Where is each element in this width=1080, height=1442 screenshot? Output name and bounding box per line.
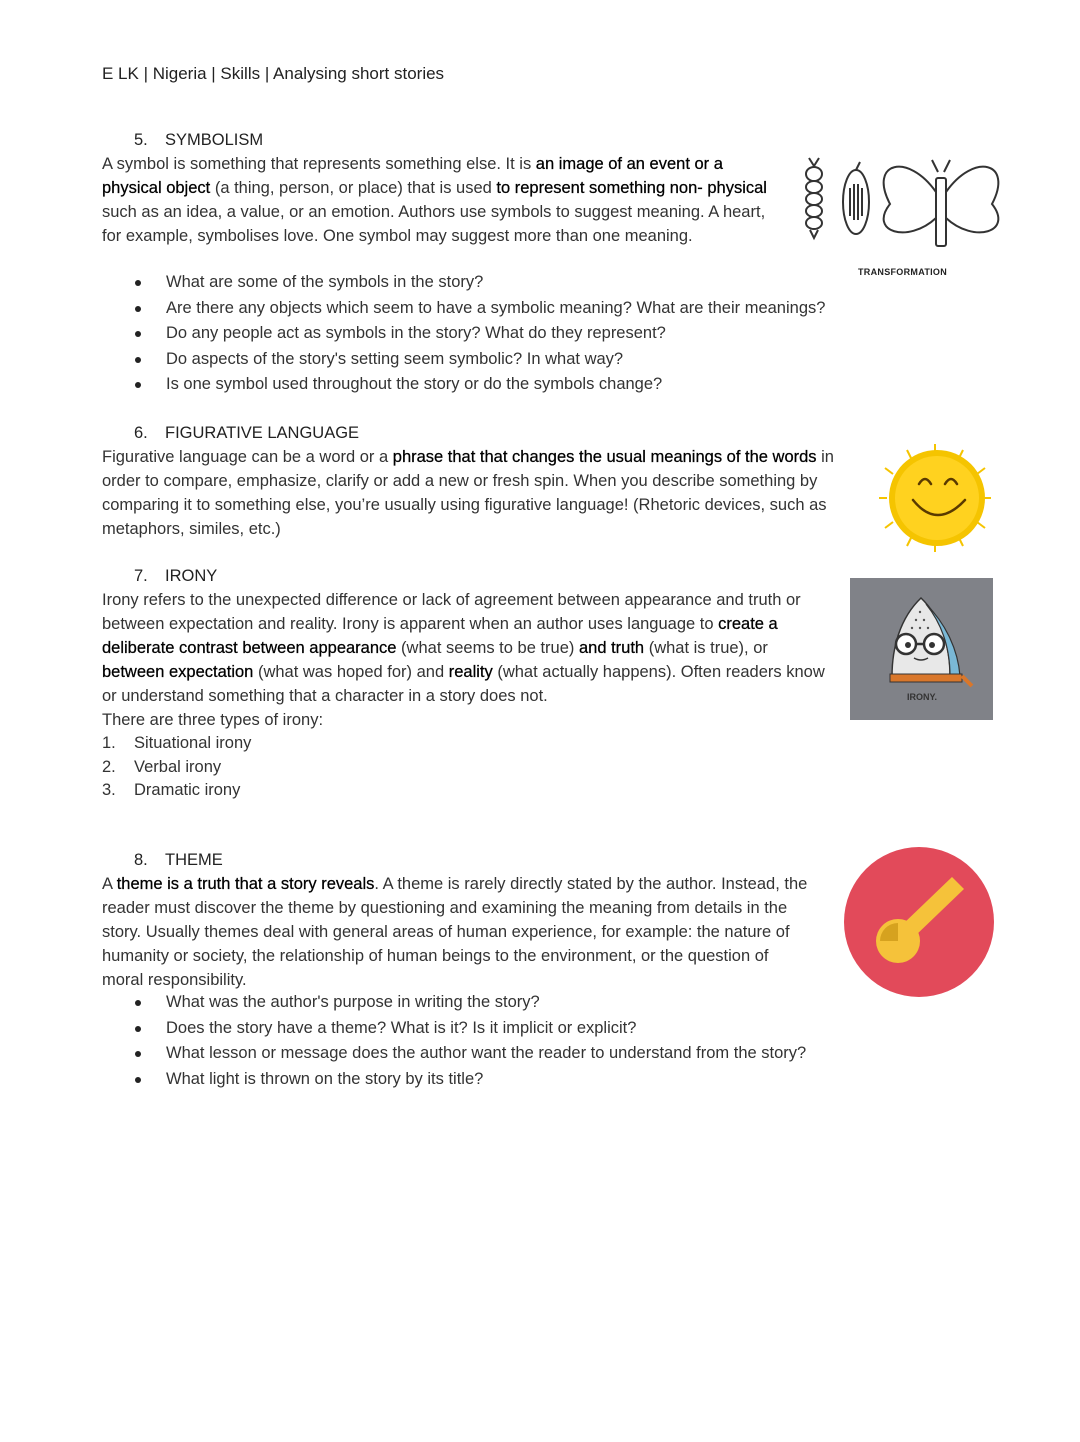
- list-item: What lesson or message does the author want the reader to understand from the story?: [102, 1041, 902, 1067]
- section-heading: 5. SYMBOLISM: [134, 131, 264, 149]
- section-theme: [102, 848, 814, 992]
- image-caption: IRONY.: [907, 692, 938, 702]
- list-item: What was the author's purpose in writing the story?: [102, 990, 902, 1016]
- symbolism-questions: [102, 270, 902, 398]
- section-irony: [102, 564, 830, 803]
- irony-types-list: [102, 732, 830, 803]
- image-caption: TRANSFORMATION: [858, 267, 948, 277]
- irony-intro: There are three types of irony:: [102, 711, 324, 729]
- symbolism-paragraph: A symbol is something that represents something else. It is an image of an event or a physical object (a thing, person, or place) that is used to represent something non- physical such as an idea, a value, or an emotion. Authors use symbols to suggest meaning. A heart, for example, symbolises love. One symbol may suggest more than one meaning.: [102, 155, 767, 245]
- list-item: Do aspects of the story's setting seem symbolic? In what way?: [102, 347, 902, 373]
- figurative-paragraph: Figurative language can be a word or a phrase that that changes the usual meanings of the words in order to compare, emphasize, clarify or add a new or fresh spin. When you describe something by comparing it to something else, you’re usually using figurative language! (Rhetoric devices, such as metaphors, similes, etc.): [102, 448, 834, 538]
- section-heading: 7. IRONY: [134, 567, 218, 585]
- list-item: Do any people act as symbols in the story? What do they represent?: [102, 321, 902, 347]
- key-image: [844, 847, 994, 997]
- list-item: Are there any objects which seem to have a symbolic meaning? What are their meanings?: [102, 296, 902, 322]
- transformation-image: [798, 152, 1002, 282]
- list-item: 2. Verbal irony: [102, 757, 222, 776]
- section-figurative-language: [102, 421, 866, 541]
- section-heading: 6. FIGURATIVE LANGUAGE: [134, 424, 360, 442]
- page-header: E LK | Nigeria | Skills | Analysing short stories: [102, 64, 445, 83]
- list-item: Is one symbol used throughout the story or do the symbols change?: [102, 372, 902, 398]
- list-item: 1. Situational irony: [102, 734, 252, 752]
- irony-paragraph: Irony refers to the unexpected difference or lack of agreement between appearance and truth or between expectation and reality. Irony is apparent when an author uses language to create a deliberate contrast between appearance (what seems to be true) and truth (what is true), or between expectation (what was hoped for) and reality (what actually happens). Often readers know or understand something that a character in a story does not.: [102, 591, 825, 705]
- section-symbolism: [102, 128, 782, 248]
- caterpillar-cocoon-butterfly-icon: [798, 152, 1002, 252]
- section-heading: 8. THEME: [134, 851, 223, 869]
- list-item: What are some of the symbols in the story?: [102, 270, 902, 296]
- list-item: Does the story have a theme? What is it? Is it implicit or explicit?: [102, 1016, 902, 1042]
- irony-image: [850, 578, 993, 720]
- list-item: What light is thrown on the story by its title?: [102, 1067, 902, 1093]
- theme-paragraph: A theme is a truth that a story reveals. A theme is rarely directly stated by the author. Instead, the reader must discover the theme by questioning and examining the meaning from details in the story. Usually themes deal with general areas of human experience, for example: the nature of humanity or society, the relationship of human beings to the environment, or the question of moral responsibility.: [102, 875, 808, 989]
- theme-questions: [102, 990, 902, 1092]
- key-icon: [844, 847, 994, 997]
- sun-image: [875, 440, 995, 556]
- list-item: 3. Dramatic irony: [102, 781, 241, 799]
- smiling-sun-icon: [875, 440, 995, 556]
